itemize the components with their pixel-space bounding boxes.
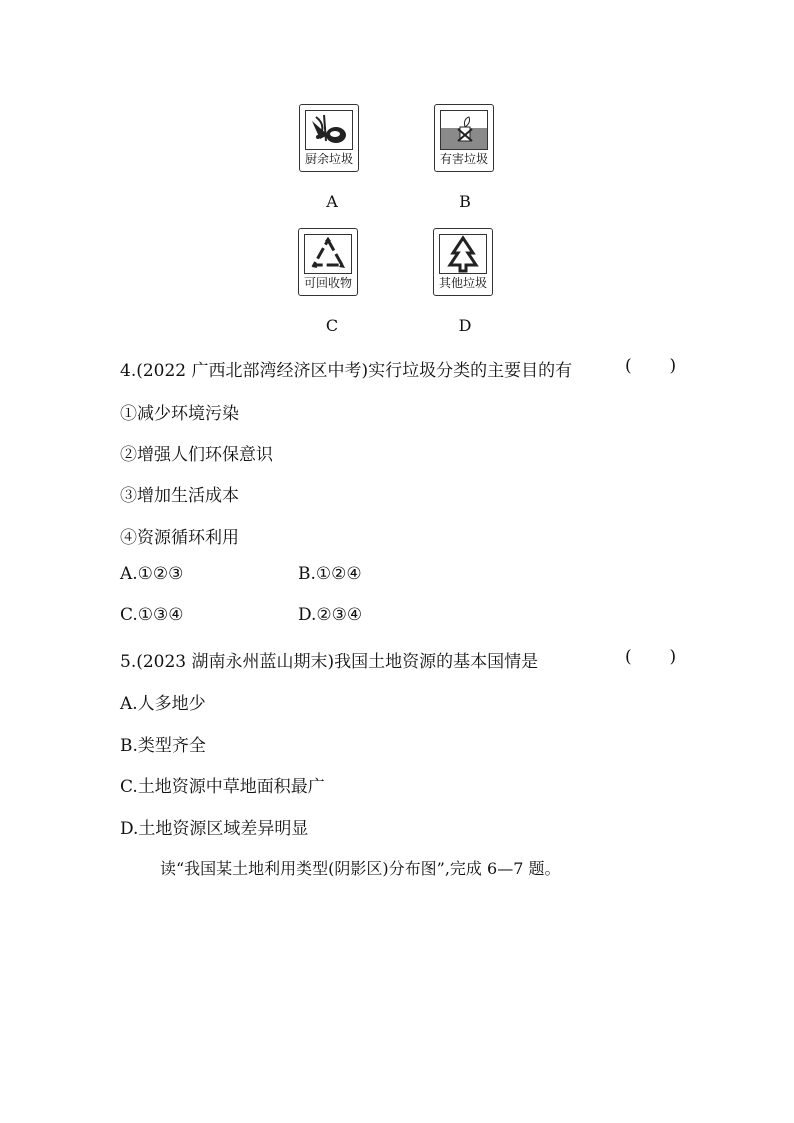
question-4-item-3: ③增加生活成本 [120, 486, 239, 506]
question-4-option-a: A.①②③ [120, 564, 184, 584]
question-4-option-d: D.②③④ [298, 605, 363, 625]
figure-letter-a: A [326, 192, 338, 211]
questions-6-7-intro: 读“我国某土地利用类型(阴影区)分布图”,完成 6—7 题。 [160, 859, 561, 878]
hazardous-waste-sign [434, 104, 494, 172]
sign-label: 其他垃圾 [438, 276, 487, 290]
recyclable-sign [298, 228, 358, 296]
hazardous-waste-icon [440, 110, 488, 150]
figure-letter-b: B [459, 192, 471, 211]
question-5-stem: 5.(2023 湖南永州蓝山期末)我国土地资源的基本国情是 [120, 652, 539, 672]
question-5-option-c: C.土地资源中草地面积最广 [120, 777, 325, 797]
figure-letter-d: D [458, 316, 472, 335]
question-5-option-d: D.土地资源区域差异明显 [120, 819, 309, 839]
question-5-answer-blank: ( ) [625, 647, 677, 667]
sign-label: 有害垃圾 [439, 152, 488, 166]
question-4-option-b: B.①②④ [298, 564, 362, 584]
recycle-icon [304, 234, 352, 274]
question-5-option-b: B.类型齐全 [120, 736, 206, 756]
kitchen-waste-icon [305, 110, 353, 150]
sign-label: 可回收物 [303, 276, 352, 290]
question-4-item-1: ①减少环境污染 [120, 404, 239, 424]
other-waste-icon [439, 234, 487, 274]
question-4-option-c: C.①③④ [120, 605, 184, 625]
kitchen-waste-sign [299, 104, 359, 172]
question-5-option-a: A.人多地少 [120, 694, 206, 714]
question-4-answer-blank: ( ) [625, 356, 677, 376]
other-waste-sign [433, 228, 493, 296]
sign-label: 厨余垃圾 [304, 152, 353, 166]
question-4-item-2: ②增强人们环保意识 [120, 445, 273, 465]
figure-letter-c: C [325, 316, 339, 335]
question-4-stem: 4.(2022 广西北部湾经济区中考)实行垃圾分类的主要目的有 [120, 361, 573, 381]
question-4-item-4: ④资源循环利用 [120, 528, 239, 548]
